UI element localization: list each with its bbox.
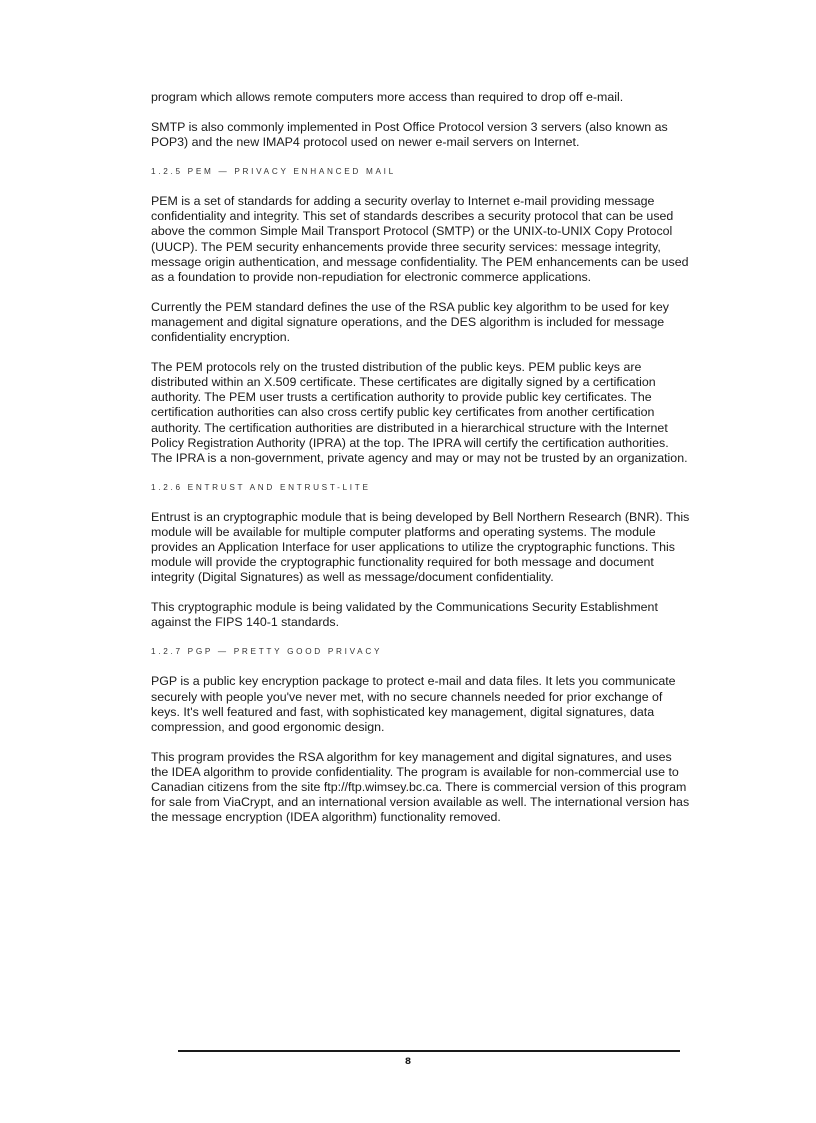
paragraph-pgp-overview: PGP is a public key encryption package to protect e-mail and data files. It lets you communicate securely with people you've never met, with no secure channels needed for prior exchange of keys. It's well featured and fast, with sophisticated key management, digital signatures, data compression, and good ergonomic design. [151,674,676,734]
paragraph-pem-certificates: The PEM protocols rely on the trusted distribution of the public keys. PEM public keys are distributed within an X.509 certificate. These certificates are digitally signed by a certification authority. The PEM user trusts a certification authority to provide public key certificates. The certification authorities can also cross certify public key certificates from another certification authority. The certification authorities are distributed in a hierarchical structure with the Internet Policy Registration Authority (IPRA) at the top. The IPRA will certify the certification authorities. The IPRA is a non-government, private agency and may or may not be trusted by an organization. [151,360,688,465]
paragraph-entrust-validation: This cryptographic module is being validated by the Communications Security Establishment against the FIPS 140-1 standards. [151,600,658,630]
paragraph-smtp-access-continued: program which allows remote computers more access than required to drop off e-mail. [151,90,624,104]
section-heading-pgp: 1.2.7 PGP — PRETTY GOOD PRIVACY [151,647,383,657]
footer-divider [178,1050,680,1052]
page-number: 8 [404,1057,412,1067]
paragraph-pem-overview: PEM is a set of standards for adding a security overlay to Internet e-mail providing message confidentiality and integrity. This set of standards describes a security protocol that can be used above the common Simple Mail Transport Protocol (SMTP) or the UNIX-to-UNIX Copy Protocol (UUCP). The PEM security enhancements provide three security services: message integrity, message origin authentication, and message confidentiality. The PEM enhancements can be used as a foundation to provide non-repudiation for electronic commerce applications. [151,194,689,284]
paragraph-pgp-algorithms: This program provides the RSA algorithm for key management and digital signatures, and uses the IDEA algorithm to provide confidentiality. The program is available for non-commercial use to Canadian citizens from the site ftp://ftp.wimsey.bc.ca. There is commercial version of this program for sale from ViaCrypt, and an international version available as well. The international version has the message encryption (IDEA algorithm) functionality removed. [151,749,690,825]
paragraph-entrust-overview: Entrust is an cryptographic module that is being developed by Bell Northern Research (BNR). This module will be available for multiple computer platforms and operating systems. The module provides an Application Interface for user applications to utilize the cryptographic functions. This module will provide the cryptographic functionality required for both message and document integrity (Digital Signatures) as well as message/document confidentiality. [151,509,690,585]
paragraph-smtp-pop3: SMTP is also commonly implemented in Post Office Protocol version 3 servers (also known as POP3) and the new IMAP4 protocol used on newer e-mail servers on Internet. [151,120,668,150]
section-heading-pem: 1.2.5 PEM — PRIVACY ENHANCED MAIL [151,167,396,177]
document-body [151,90,691,840]
section-heading-entrust: 1.2.6 ENTRUST AND ENTRUST-LITE [151,482,371,492]
paragraph-pem-rsa-des: Currently the PEM standard defines the use of the RSA public key algorithm to be used for key management and digital signature operations, and the DES algorithm is included for message confidentiality encryption. [151,299,669,345]
